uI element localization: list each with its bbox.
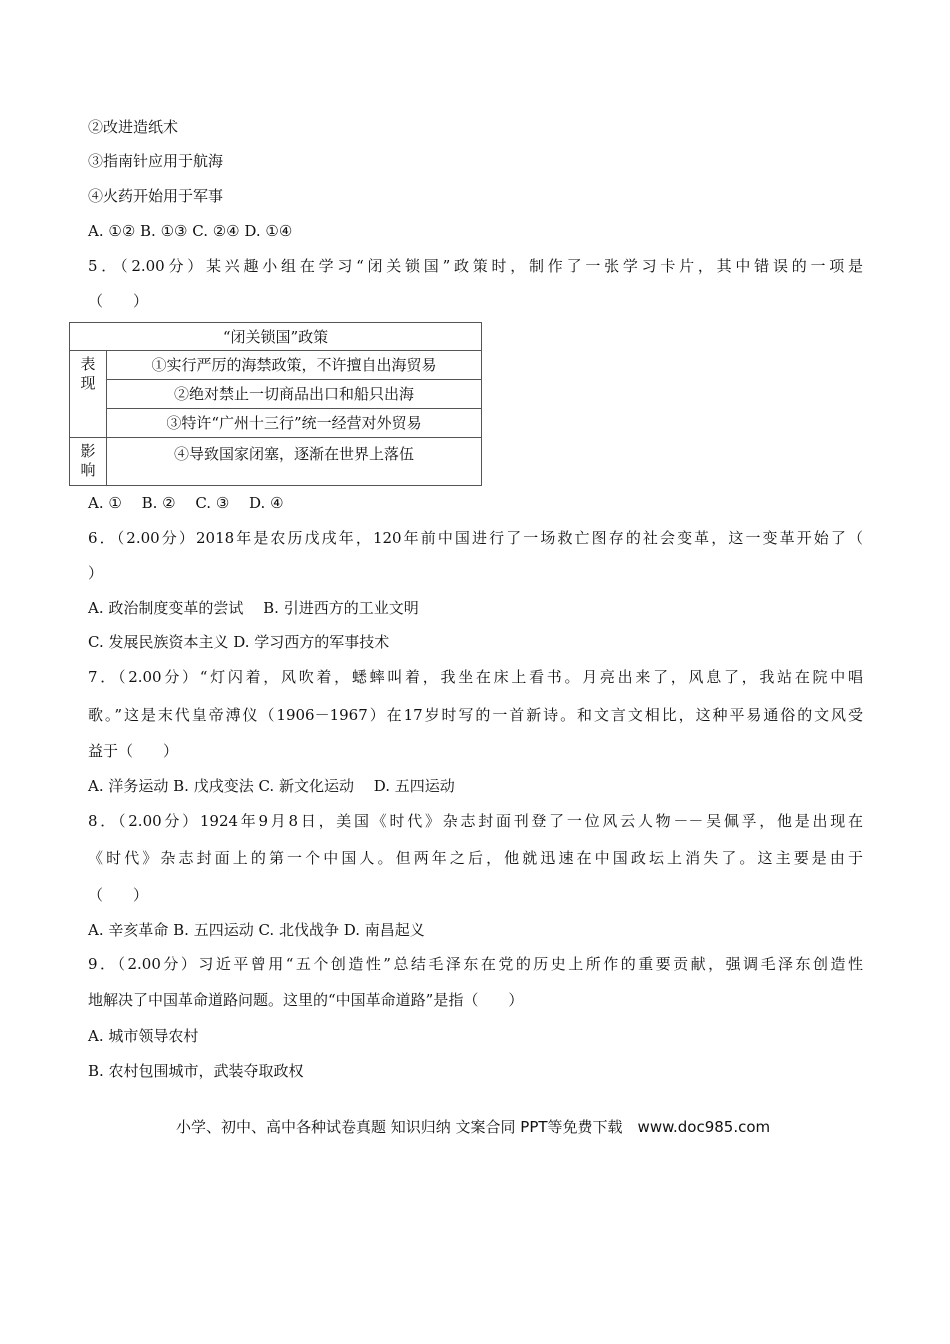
- table-row: ①实行严厉的海禁政策，不许擅自出海贸易: [107, 351, 482, 380]
- answer-choices: A. 政治制度变革的尝试 B. 引进西方的工业文明: [88, 599, 419, 617]
- answer-paren: （ ）: [88, 292, 149, 310]
- answer-choices: A. 辛亥革命 B. 五四运动 C. 北伐战争 D. 南昌起义: [88, 921, 425, 939]
- question-8-stem: （ ）: [88, 886, 149, 904]
- answer-choice: B. 农村包围城市，武装夺取政权: [88, 1062, 304, 1080]
- question-9-stem: 9．（2.00分）习近平曾用“五个创造性”总结毛泽东在党的历史上所作的重要贡献，强调毛泽东创造性: [88, 955, 863, 973]
- question-7-stem: 益于（ ）: [88, 742, 179, 760]
- question-8-stem: 8．（2.00分）1924年9月8日，美国《时代》杂志封面刊登了一位风云人物－－吴佩孚，他是出现在: [88, 812, 863, 830]
- table-row: ④导致国家闭塞，逐渐在世界上落伍: [107, 438, 482, 486]
- table-label-biaoxian: 表 现: [70, 351, 107, 438]
- question-7-stem: 歌。”这是末代皇帝溥仪（1906－1967）在17岁时写的一首新诗。和文言文相比，这种平易通俗的文风受: [88, 706, 863, 724]
- answer-choices: A. ① B. ② C. ③ D. ④: [88, 494, 284, 512]
- question-7-stem: 7．（2.00分）“灯闪着，风吹着，蟋蟀叫着，我坐在床上看书。月亮出来了，风息了，我站在院中唱: [88, 668, 863, 686]
- table-label-yingxiang: 影 响: [70, 438, 107, 486]
- question-5-stem: 5．（2.00分）某兴趣小组在学习“闭关锁国”政策时，制作了一张学习卡片，其中错误的一项是: [88, 257, 863, 275]
- table-row: ②绝对禁止一切商品出口和船只出海: [107, 380, 482, 409]
- table-row: ③特许“广州十三行”统一经营对外贸易: [107, 409, 482, 438]
- option-line: ④火药开始用于军事: [88, 187, 224, 205]
- table-title: “闭关锁国”政策: [70, 323, 482, 351]
- answer-choices: A. 洋务运动 B. 戊戌变法 C. 新文化运动 D. 五四运动: [88, 777, 455, 795]
- question-8-stem: 《时代》杂志封面上的第一个中国人。但两年之后，他就迅速在中国政坛上消失了。这主要是由于: [88, 849, 863, 867]
- option-line: ②改进造纸术: [88, 118, 179, 136]
- footer-watermark: 小学、初中、高中各种试卷真题 知识归纳 文案合同 PPT等免费下载 www.doc985.com: [176, 1118, 771, 1136]
- answer-choices: A. ①② B. ①③ C. ②④ D. ①④: [88, 222, 293, 240]
- answer-choice: A. 城市领导农村: [88, 1027, 199, 1045]
- question-6-stem: 6．（2.00分）2018年是农历戊戌年，120年前中国进行了一场救亡图存的社会变革，这一变革开始了（: [88, 529, 863, 547]
- question-6-cont: ）: [88, 564, 104, 582]
- option-line: ③指南针应用于航海: [88, 152, 224, 170]
- answer-choices: C. 发展民族资本主义 D. 学习西方的军事技术: [88, 633, 390, 651]
- policy-table: [69, 322, 482, 486]
- question-9-stem: 地解决了中国革命道路问题。这里的“中国革命道路”是指（ ）: [88, 991, 524, 1009]
